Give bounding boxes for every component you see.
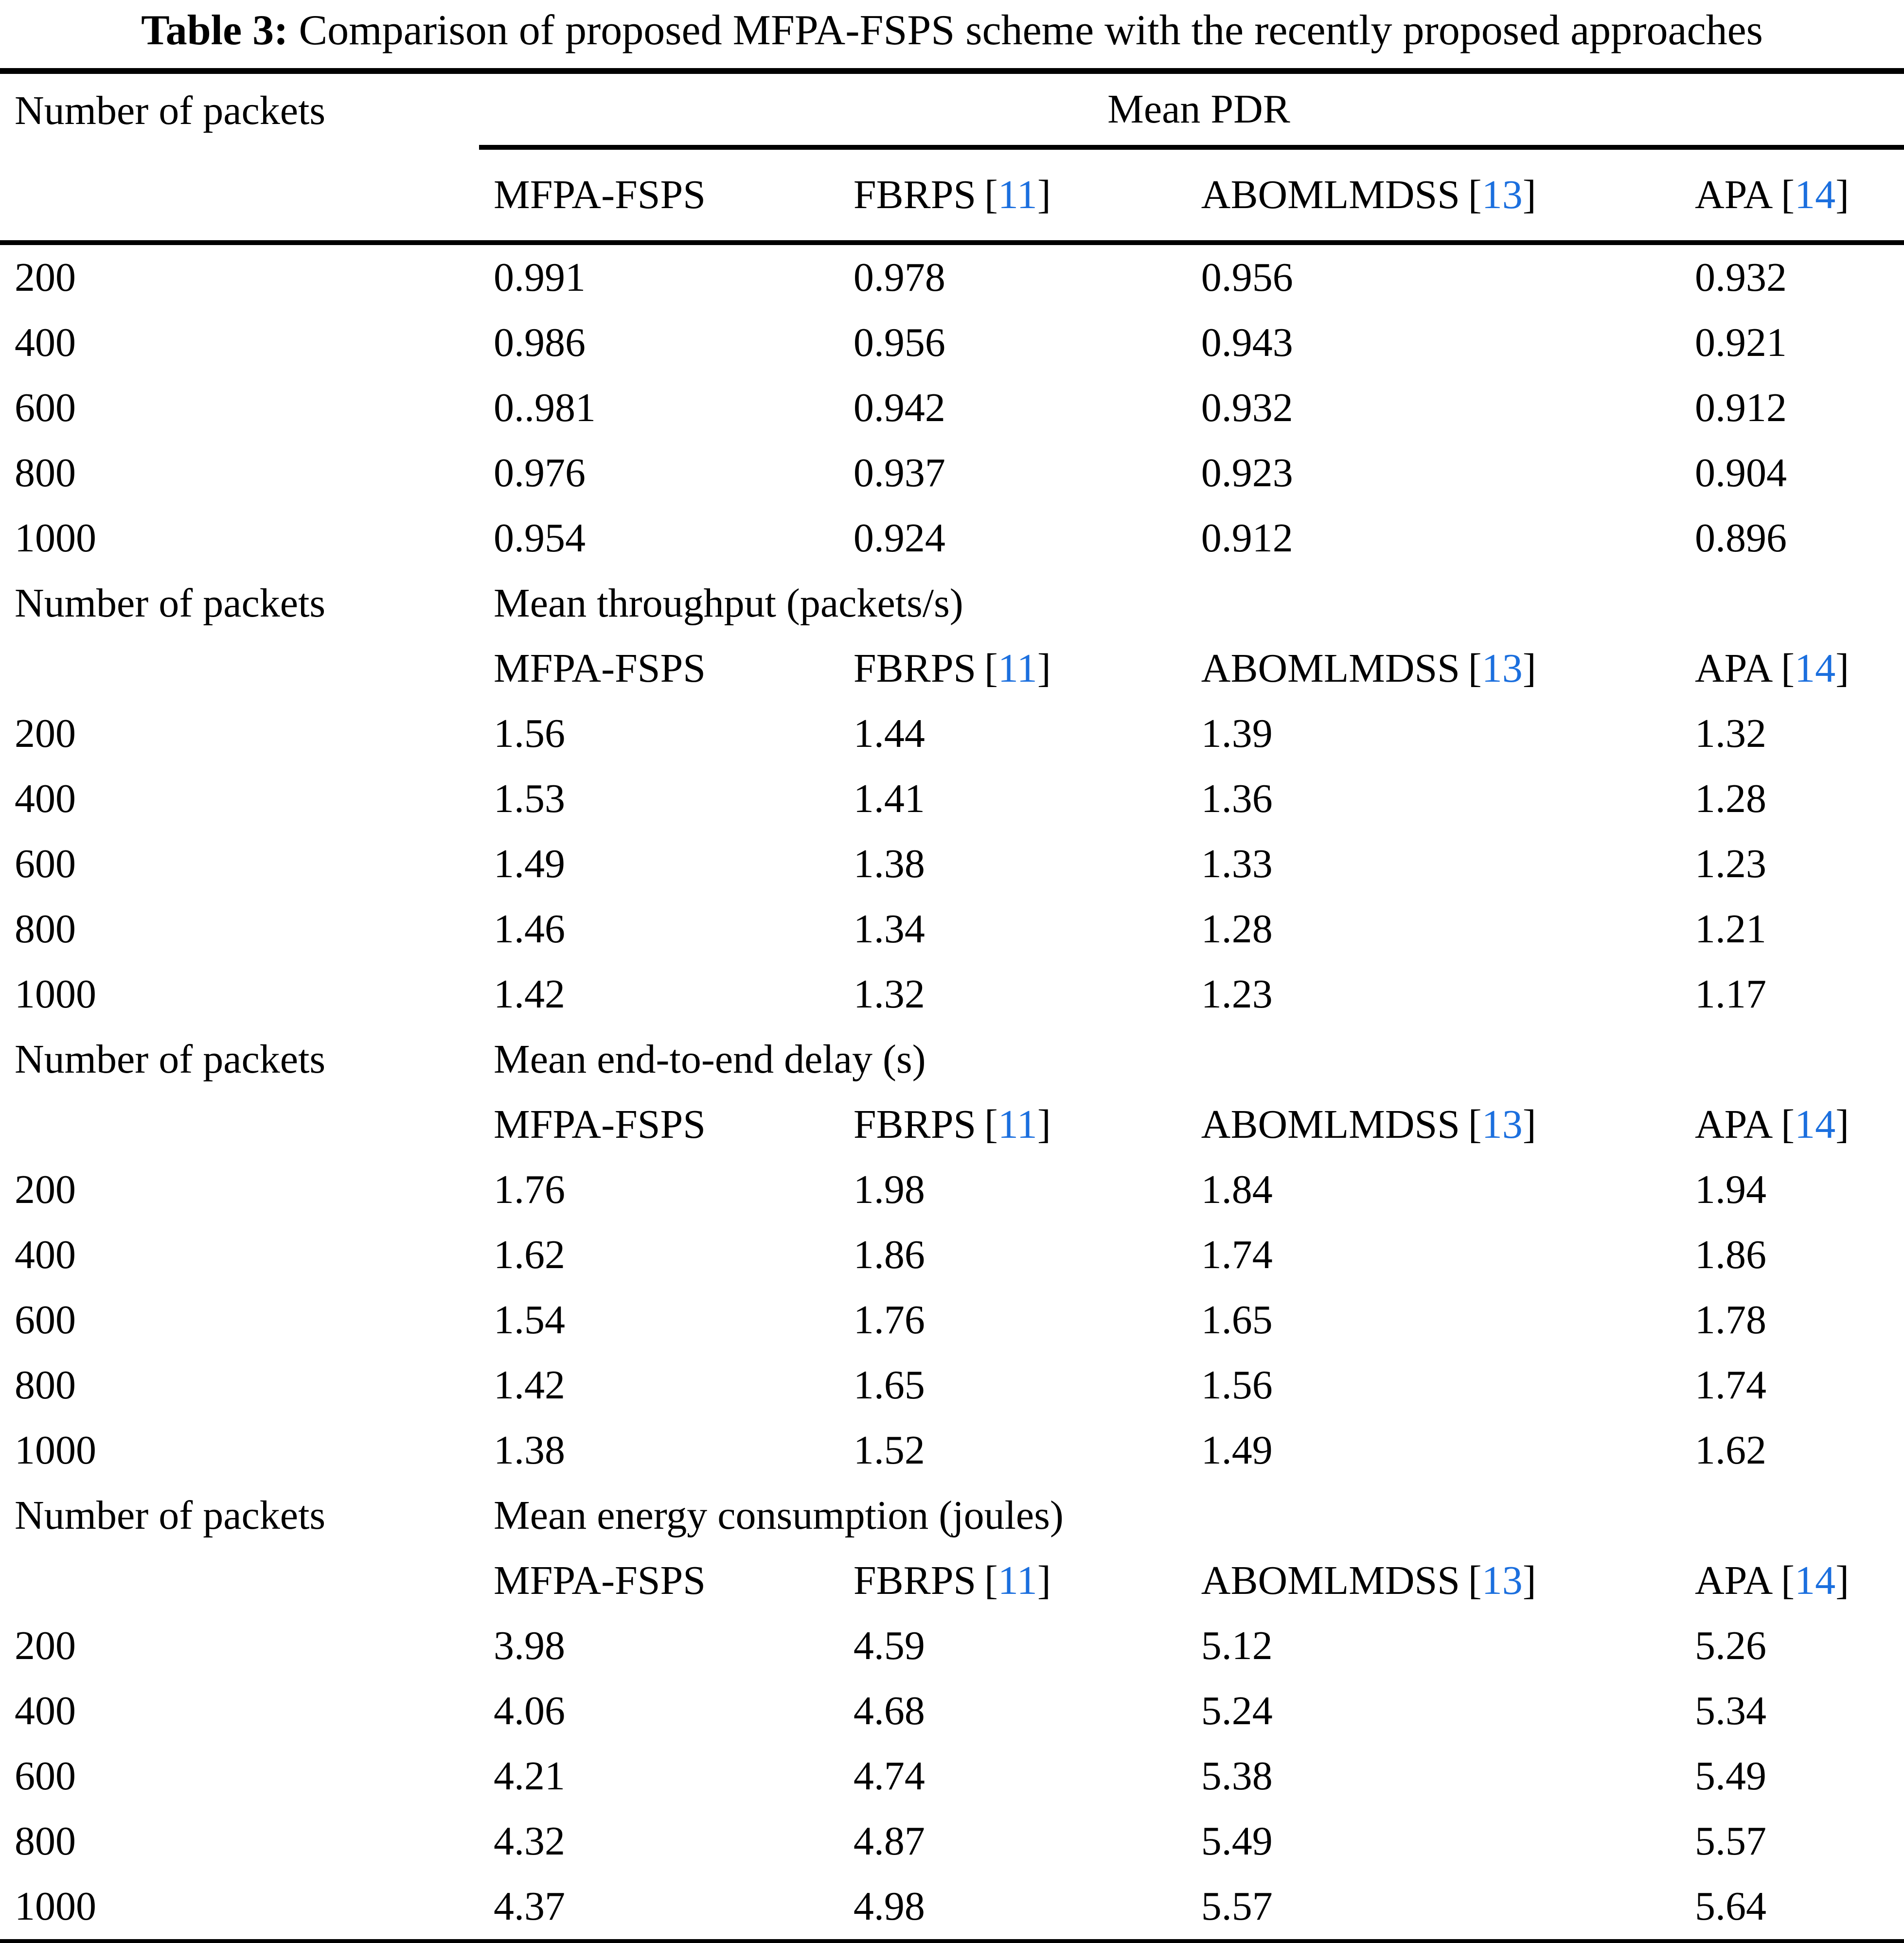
packet-count-cell: 200 [15, 711, 76, 757]
table-row [0, 375, 1904, 441]
column-header-row [0, 1092, 1904, 1157]
value-cell: 1.36 [1201, 776, 1273, 822]
packet-count-cell: 800 [15, 906, 76, 952]
column-header-label: ABOMLMDSS [1201, 1558, 1460, 1604]
value-cell: 1.46 [494, 906, 565, 952]
column-header-label: APA [1694, 1558, 1773, 1604]
citation-bracket-open: [ [1781, 172, 1795, 218]
citation-bracket-open: [ [984, 1102, 998, 1148]
table-row [0, 1809, 1904, 1874]
value-cell: 1.62 [1694, 1428, 1766, 1473]
value-cell: 1.41 [853, 776, 925, 822]
value-cell: 1.65 [853, 1362, 925, 1408]
row-header-label: Number of packets [15, 88, 326, 133]
column-header-label: ABOMLMDSS [1201, 172, 1460, 218]
value-cell: 5.34 [1694, 1688, 1766, 1734]
value-cell: 1.74 [1694, 1362, 1766, 1408]
citation-bracket-open: [ [1781, 646, 1795, 691]
citation-bracket-close: ] [1037, 646, 1051, 691]
value-cell: 5.24 [1201, 1688, 1273, 1734]
column-header-label: FBRPS [853, 1102, 977, 1148]
value-cell: 1.28 [1201, 906, 1273, 952]
column-header-mfpa-fsps [479, 1548, 839, 1613]
value-cell: 1.53 [494, 776, 565, 822]
value-cell: 1.32 [853, 972, 925, 1017]
value-cell: 1.38 [494, 1428, 565, 1473]
column-header-fbrps [839, 1548, 1187, 1613]
column-header-label: ABOMLMDSS [1201, 1102, 1460, 1148]
value-cell: 0.956 [1201, 255, 1293, 300]
value-cell: 4.32 [494, 1819, 565, 1864]
value-cell: 1.42 [494, 1362, 565, 1408]
column-header-row [0, 636, 1904, 701]
packet-count-cell: 800 [15, 1362, 76, 1408]
value-cell: 0.976 [494, 450, 586, 496]
table-row [0, 441, 1904, 506]
citation-bracket-close: ] [1522, 172, 1536, 218]
citation-link-13[interactable]: 13 [1481, 1102, 1523, 1148]
value-cell: 1.76 [853, 1297, 925, 1343]
column-header-fbrps [839, 1092, 1187, 1157]
column-header-mfpa-fsps [479, 1092, 839, 1157]
table-row [0, 766, 1904, 831]
value-cell: 1.23 [1201, 972, 1273, 1017]
column-header-abomlmdss [1187, 636, 1680, 701]
table-row [0, 1288, 1904, 1353]
citation-bracket-open: [ [1468, 172, 1482, 218]
column-header-label: APA [1694, 646, 1773, 691]
empty-cell [0, 1548, 479, 1613]
column-header-abomlmdss [1187, 1548, 1680, 1613]
column-header-abomlmdss [1187, 147, 1680, 243]
column-header-label: FBRPS [853, 1558, 977, 1604]
value-cell: 4.87 [853, 1819, 925, 1864]
packet-count-cell: 1000 [15, 515, 96, 561]
packet-count-cell: 400 [15, 320, 76, 366]
packet-count-cell: 1000 [15, 972, 96, 1017]
caption-text: Comparison of proposed MFPA-FSPS scheme with the recently proposed approaches [299, 7, 1763, 54]
citation-link-11[interactable]: 11 [997, 646, 1037, 691]
value-cell: 1.44 [853, 711, 925, 757]
column-header-mfpa-fsps [479, 147, 839, 243]
comparison-table [0, 68, 1904, 1943]
table-row [0, 1874, 1904, 1943]
value-cell: 4.98 [853, 1884, 925, 1929]
value-cell: 0.912 [1201, 515, 1293, 561]
citation-bracket-open: [ [1781, 1558, 1795, 1604]
value-cell: 1.78 [1694, 1297, 1766, 1343]
value-cell: 1.23 [1694, 841, 1766, 887]
metric-header-throughput: Mean throughput (packets/s) [494, 581, 963, 626]
column-header-mfpa-fsps [479, 636, 839, 701]
value-cell: 1.17 [1694, 972, 1766, 1017]
value-cell: 0.932 [1694, 255, 1787, 300]
citation-bracket-close: ] [1522, 1558, 1536, 1604]
citation-link-11[interactable]: 11 [997, 172, 1037, 218]
packet-count-cell: 200 [15, 255, 76, 300]
packet-count-cell: 1000 [15, 1884, 96, 1929]
citation-bracket-close: ] [1037, 172, 1051, 218]
citation-link-13[interactable]: 13 [1481, 1558, 1523, 1604]
value-cell: 1.21 [1694, 906, 1766, 952]
citation-bracket-close: ] [1037, 1102, 1051, 1148]
value-cell: 0.904 [1694, 450, 1787, 496]
value-cell: 1.42 [494, 972, 565, 1017]
value-cell: 0.896 [1694, 515, 1787, 561]
citation-link-14[interactable]: 14 [1795, 1558, 1836, 1604]
value-cell: 5.26 [1694, 1623, 1766, 1669]
value-cell: 1.49 [1201, 1428, 1273, 1473]
metric-header-pdr: Mean PDR [479, 71, 1904, 147]
citation-bracket-open: [ [1468, 1102, 1482, 1148]
value-cell: 1.84 [1201, 1167, 1273, 1213]
value-cell: 5.57 [1694, 1819, 1766, 1864]
section-header-row [0, 571, 1904, 636]
packet-count-cell: 800 [15, 450, 76, 496]
citation-link-13[interactable]: 13 [1481, 172, 1523, 218]
citation-link-14[interactable]: 14 [1795, 1102, 1836, 1148]
value-cell: 5.57 [1201, 1884, 1273, 1929]
row-header-label: Number of packets [15, 1037, 326, 1082]
citation-bracket-open: [ [1781, 1102, 1795, 1148]
value-cell: 1.98 [853, 1167, 925, 1213]
table-row [0, 1613, 1904, 1678]
citation-bracket-close: ] [1522, 1102, 1536, 1148]
column-header-label: APA [1694, 1102, 1773, 1148]
column-header-label: FBRPS [853, 646, 977, 691]
citation-bracket-open: [ [984, 1558, 998, 1604]
column-header-apa [1680, 1092, 1904, 1157]
value-cell: 1.39 [1201, 711, 1273, 757]
value-cell: 1.56 [494, 711, 565, 757]
main-header-row [0, 71, 1904, 147]
column-header-label: APA [1694, 172, 1773, 218]
metric-header-energy: Mean energy consumption (joules) [494, 1493, 1064, 1538]
value-cell: 4.74 [853, 1753, 925, 1799]
table-row [0, 1678, 1904, 1744]
value-cell: 1.86 [1694, 1232, 1766, 1278]
value-cell: 4.59 [853, 1623, 925, 1669]
value-cell: 1.94 [1694, 1167, 1766, 1213]
column-header-fbrps [839, 147, 1187, 243]
citation-bracket-open: [ [1468, 1558, 1482, 1604]
value-cell: 0.943 [1201, 320, 1293, 366]
value-cell: 0.991 [494, 255, 586, 300]
value-cell: 1.65 [1201, 1297, 1273, 1343]
column-header-apa [1680, 147, 1904, 243]
value-cell: 1.33 [1201, 841, 1273, 887]
value-cell: 5.49 [1201, 1819, 1273, 1864]
section-header-row [0, 1027, 1904, 1092]
table-row [0, 243, 1904, 310]
packet-count-cell: 400 [15, 776, 76, 822]
value-cell: 1.74 [1201, 1232, 1273, 1278]
row-header-label: Number of packets [15, 1493, 326, 1538]
column-header-label: MFPA-FSPS [494, 1558, 706, 1604]
value-cell: 1.76 [494, 1167, 565, 1213]
citation-bracket-close: ] [1522, 646, 1536, 691]
value-cell: 4.37 [494, 1884, 565, 1929]
value-cell: 4.21 [494, 1753, 565, 1799]
citation-link-14[interactable]: 14 [1795, 172, 1836, 218]
caption-label: Table 3: [141, 7, 288, 54]
citation-bracket-open: [ [984, 172, 998, 218]
section-header-row [0, 1483, 1904, 1548]
citation-bracket-open: [ [984, 646, 998, 691]
table-row [0, 831, 1904, 897]
column-header-apa [1680, 636, 1904, 701]
empty-cell [0, 1092, 479, 1157]
packet-count-cell: 400 [15, 1688, 76, 1734]
packet-count-cell: 800 [15, 1819, 76, 1864]
value-cell: 1.86 [853, 1232, 925, 1278]
empty-cell [0, 147, 479, 243]
packet-count-cell: 600 [15, 841, 76, 887]
packet-count-cell: 200 [15, 1167, 76, 1213]
value-cell: 1.54 [494, 1297, 565, 1343]
table-row [0, 310, 1904, 375]
table-row [0, 897, 1904, 962]
value-cell: 0.924 [853, 515, 945, 561]
value-cell: 1.62 [494, 1232, 565, 1278]
column-header-label: MFPA-FSPS [494, 1102, 706, 1148]
table-row [0, 701, 1904, 766]
value-cell: 0.921 [1694, 320, 1787, 366]
citation-bracket-open: [ [1468, 646, 1482, 691]
value-cell: 0..981 [494, 385, 596, 431]
column-header-apa [1680, 1548, 1904, 1613]
value-cell: 1.28 [1694, 776, 1766, 822]
value-cell: 1.56 [1201, 1362, 1273, 1408]
table-row [0, 1222, 1904, 1288]
column-header-abomlmdss [1187, 1092, 1680, 1157]
value-cell: 5.64 [1694, 1884, 1766, 1929]
column-header-row [0, 147, 1904, 243]
packet-count-cell: 600 [15, 385, 76, 431]
value-cell: 0.978 [853, 255, 945, 300]
column-header-label: MFPA-FSPS [494, 646, 706, 691]
value-cell: 1.49 [494, 841, 565, 887]
table-row [0, 1418, 1904, 1483]
citation-bracket-close: ] [1835, 1102, 1850, 1148]
metric-header-delay: Mean end-to-end delay (s) [494, 1037, 926, 1082]
packet-count-cell: 600 [15, 1297, 76, 1343]
value-cell: 3.98 [494, 1623, 565, 1669]
column-header-label: ABOMLMDSS [1201, 646, 1460, 691]
value-cell: 0.942 [853, 385, 945, 431]
table-caption [0, 0, 1904, 56]
value-cell: 0.986 [494, 320, 586, 366]
packet-count-cell: 600 [15, 1753, 76, 1799]
value-cell: 4.68 [853, 1688, 925, 1734]
column-header-fbrps [839, 636, 1187, 701]
table-row [0, 1744, 1904, 1809]
value-cell: 0.956 [853, 320, 945, 366]
value-cell: 0.954 [494, 515, 586, 561]
row-header-label: Number of packets [15, 581, 326, 626]
citation-bracket-close: ] [1835, 172, 1850, 218]
value-cell: 5.49 [1694, 1753, 1766, 1799]
packet-count-cell: 400 [15, 1232, 76, 1278]
packet-count-cell: 200 [15, 1623, 76, 1669]
citation-bracket-close: ] [1835, 646, 1850, 691]
value-cell: 0.937 [853, 450, 945, 496]
value-cell: 0.923 [1201, 450, 1293, 496]
table-row [0, 962, 1904, 1027]
packet-count-cell: 1000 [15, 1428, 96, 1473]
column-header-label: MFPA-FSPS [494, 172, 706, 218]
empty-cell [0, 636, 479, 701]
citation-bracket-close: ] [1037, 1558, 1051, 1604]
value-cell: 0.932 [1201, 385, 1293, 431]
citation-link-13[interactable]: 13 [1481, 646, 1523, 691]
table-row [0, 506, 1904, 571]
value-cell: 0.912 [1694, 385, 1787, 431]
citation-link-14[interactable]: 14 [1795, 646, 1836, 691]
citation-link-11[interactable]: 11 [997, 1102, 1037, 1148]
value-cell: 5.38 [1201, 1753, 1273, 1799]
value-cell: 1.52 [853, 1428, 925, 1473]
value-cell: 1.34 [853, 906, 925, 952]
value-cell: 1.32 [1694, 711, 1766, 757]
column-header-row [0, 1548, 1904, 1613]
table-row [0, 1157, 1904, 1222]
column-header-label: FBRPS [853, 172, 977, 218]
value-cell: 5.12 [1201, 1623, 1273, 1669]
table-row [0, 1353, 1904, 1418]
citation-bracket-close: ] [1835, 1558, 1850, 1604]
value-cell: 4.06 [494, 1688, 565, 1734]
citation-link-11[interactable]: 11 [997, 1558, 1037, 1604]
value-cell: 1.38 [853, 841, 925, 887]
